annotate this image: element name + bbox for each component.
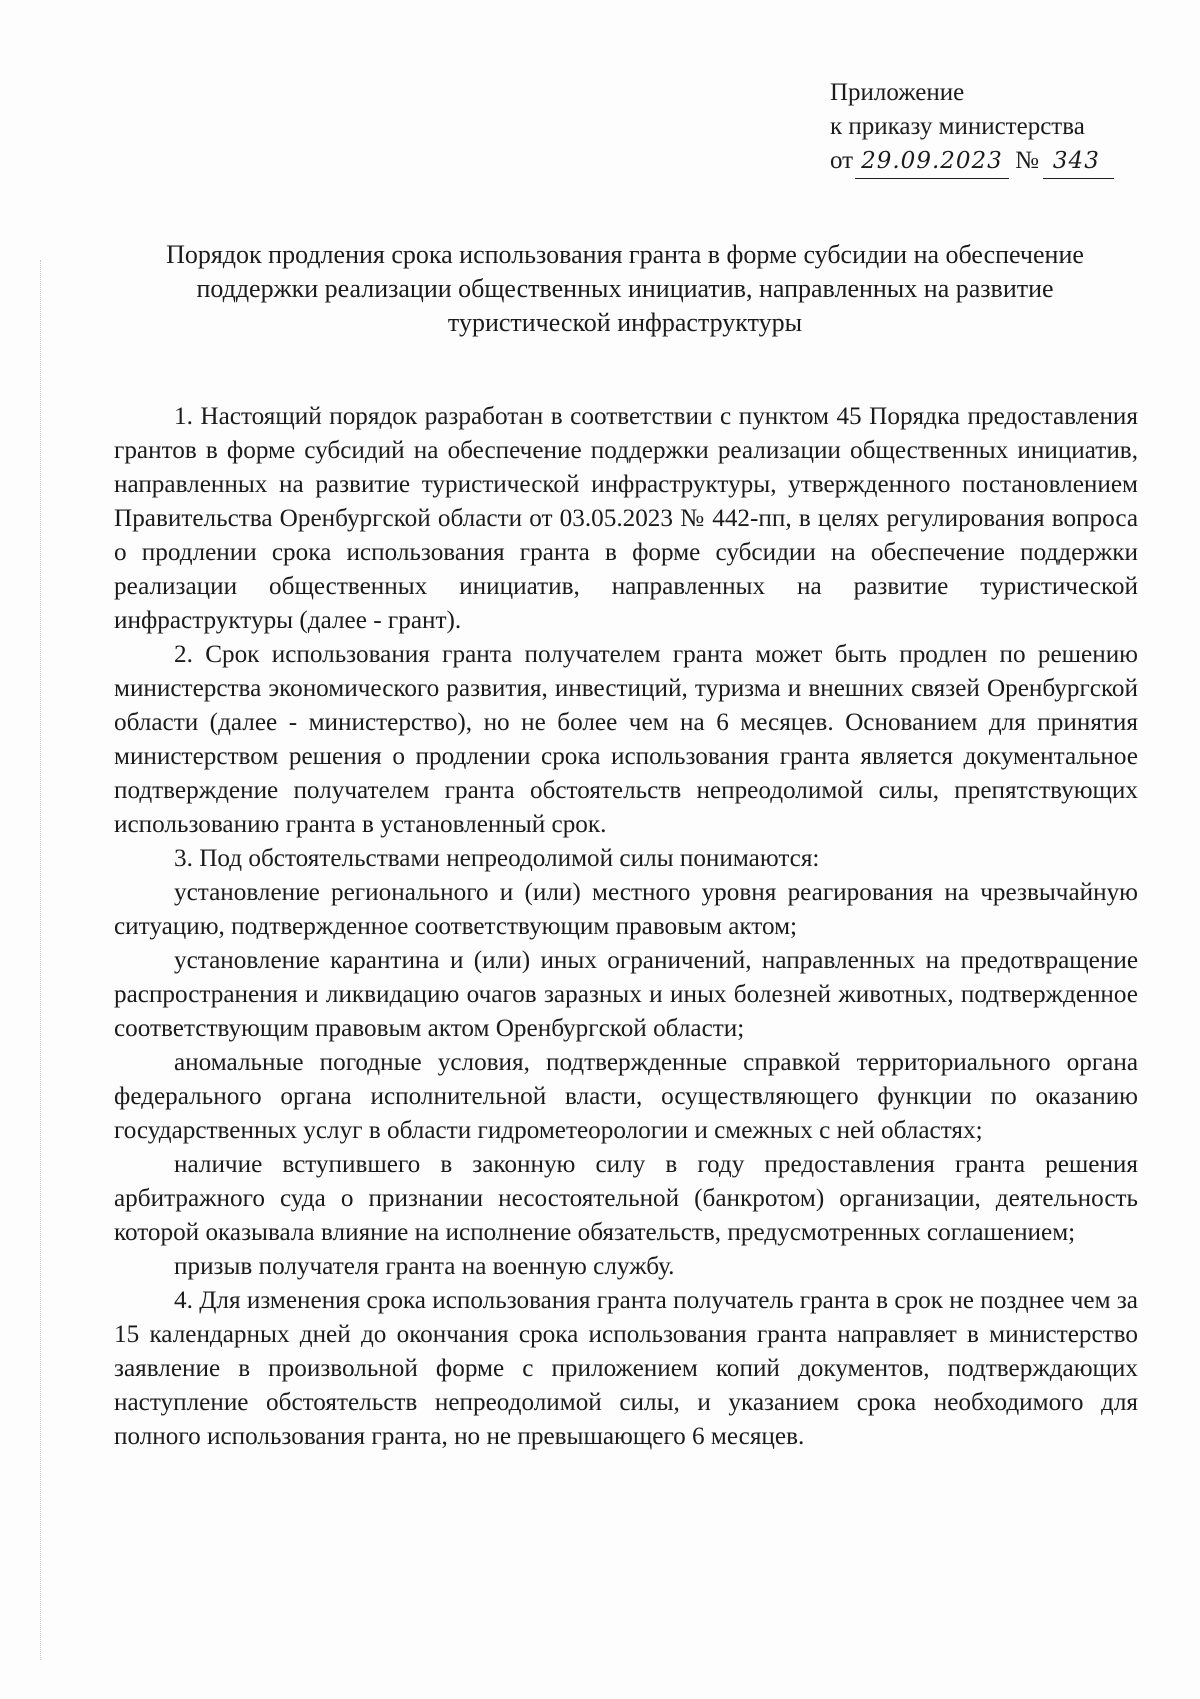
paragraph-4: 4. Для изменения срока использования гранта получатель гранта в срок не позднее чем за 15 календарных дней до окончания срока использования гранта направляет в министерство заявление в произвольной форме с приложением копий документов, подтверждающих наступление обстоятельств непреодолимой силы, и указанием срока необходимого для полного использования гранта, но не превышающего 6 месяцев.: [114, 1287, 1138, 1450]
date-prefix: от: [830, 147, 854, 174]
order-date-number: [830, 144, 1170, 179]
scan-edge-dots: [40, 260, 42, 1660]
title-line-2: поддержки реализации общественных инициатив, направленных на развитие: [196, 274, 1054, 303]
number-prefix: №: [1015, 147, 1039, 174]
list-item-weather: аномальные погодные условия, подтвержденные справкой территориального органа федерального органа исполнительной власти, осуществляющего функции по оказанию государственных услуг в области гидрометеорологии и смежных с ней областях;: [114, 1049, 1138, 1144]
list-item-quarantine: установление карантина и (или) иных ограничений, направленных на предотвращение распространения и ликвидацию очагов заразных и иных болезней животных, подтвержденное соответствующим правовым актом Оренбургской области;: [114, 947, 1138, 1042]
appendix-label: Приложение: [830, 79, 965, 106]
title-line-3: туристической инфраструктуры: [447, 308, 803, 337]
list-item-military: призыв получателя гранта на военную службу.: [174, 1253, 675, 1280]
list-item-emergency: установление регионального и (или) местного уровня реагирования на чрезвычайную ситуацию, подтвержденное соответствующим правовым актом;: [114, 879, 1138, 940]
title-line-1: Порядок продления срока использования гранта в форме субсидии на обеспечение: [166, 240, 1084, 269]
paragraph-2: 2. Срок использования гранта получателем гранта может быть продлен по решению министерства экономического развития, инвестиций, туризма и внешних связей Оренбургской области (далее - министерство), но не более чем на 6 месяцев. Основанием для принятия министерством решения о продлении срока использования гранта является документальное подтверждение получателем гранта обстоятельств непреодолимой силы, препятствующих использованию гранта в установленный срок.: [114, 641, 1138, 838]
paragraph-3: 3. Под обстоятельствами непреодолимой силы понимаются:: [174, 845, 820, 872]
order-reference: к приказу министерства: [830, 113, 1085, 140]
document-title: [110, 238, 1140, 340]
order-number: 343: [1043, 144, 1114, 179]
appendix-header: [830, 76, 1170, 179]
order-date: 29.09.2023: [855, 144, 1009, 179]
document-body: [114, 400, 1138, 1454]
paragraph-1: 1. Настоящий порядок разработан в соответствии с пунктом 45 Порядка предоставления грантов в форме субсидий на обеспечение поддержки реализации общественных инициатив, направленных на развитие туристической инфраструктуры, утвержденного постановлением Правительства Оренбургской области от 03.05.2023 № 442-пп, в целях регулирования вопроса о продлении срока использования гранта в форме субсидии на обеспечение поддержки реализации общественных инициатив, направленных на развитие туристической инфраструктуры (далее - грант).: [114, 403, 1138, 634]
list-item-bankruptcy: наличие вступившего в законную силу в году предоставления гранта решения арбитражного суда о признании несостоятельной (банкротом) организации, деятельность которой оказывала влияние на исполнение обязательств, предусмотренных соглашением;: [114, 1151, 1138, 1246]
